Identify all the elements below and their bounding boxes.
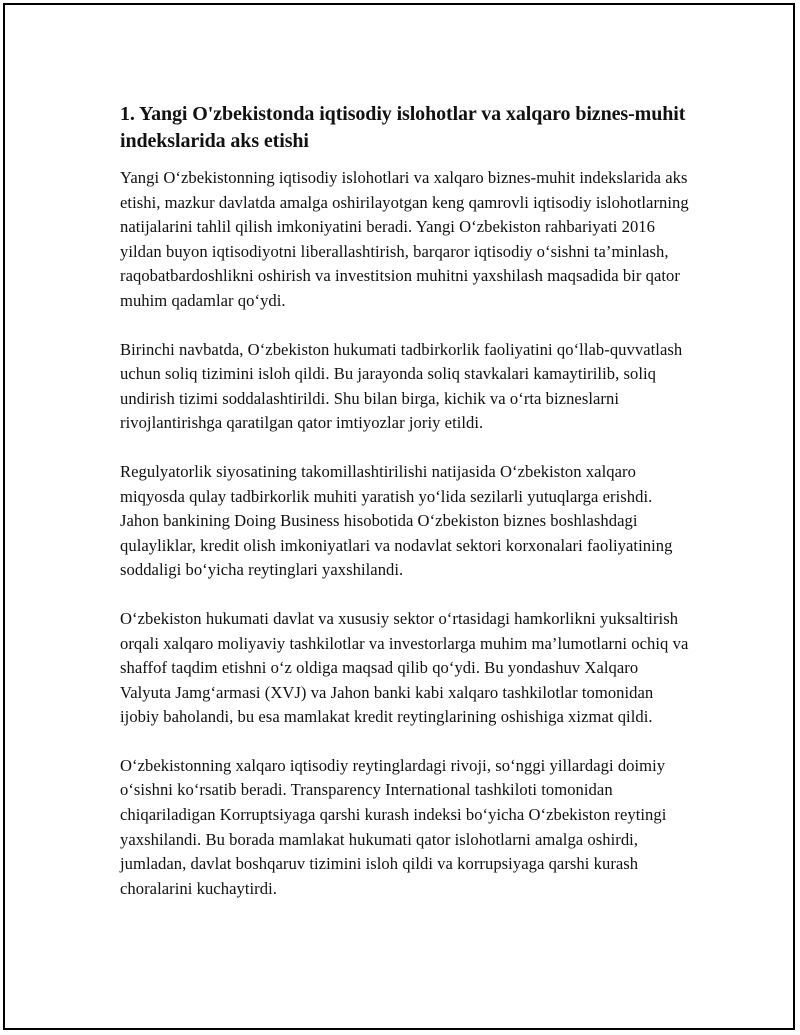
page-frame (3, 3, 795, 1030)
paragraph-5: O‘zbekistonning xalqaro iqtisodiy reytinglardagi rivoji, so‘nggi yillardagi doimiy o‘sishni ko‘rsatib beradi. Transparency International tashkiloti tomonidan chiqariladigan Korruptsiyaga qarshi kurash indeksi bo‘yicha O‘zbekiston reytingi yaxshilandi. Bu borada mamlakat hukumati qator islohotlarni amalga oshirdi, jumladan, davlat boshqaruv tizimini isloh qildi va korrupsiyaga qarshi kurash choralarini kuchaytirdi. (120, 755, 667, 898)
paragraph-2: Birinchi navbatda, O‘zbekiston hukumati tadbirkorlik faoliyatini qo‘llab-quvvatlash uchun soliq tizimini isloh qildi. Bu jarayonda soliq stavkalari kamaytirilib, soliq undirish tizimi soddalashtirildi. Shu bilan birga, kichik va o‘rta bizneslarni rivojlantirishga qaratilgan qator imtiyozlar joriy etildi. (120, 339, 683, 433)
document-body (120, 101, 692, 925)
section-heading: 1. Yangi O'zbekistonda iqtisodiy islohotlar va xalqaro biznes-muhit indekslarida aks etishi (120, 103, 686, 152)
paragraph-1: Yangi O‘zbekistonning iqtisodiy islohotlari va xalqaro biznes-muhit indekslarida aks etishi, mazkur davlatda amalga oshirilayotgan keng qamrovli iqtisodiy islohotlarning natijalarini tahlil qilish imkoniyatini beradi. Yangi O‘zbekiston rahbariyati 2016 yildan buyon iqtisodiyotni liberallashtirish, barqaror iqtisodiy o‘sishni ta’minlash, raqobatbardoshlikni oshirish va investitsion muhitni yaxshilash maqsadida bir qator muhim qadamlar qo‘ydi. (120, 168, 689, 310)
paragraph-3: Regulyatorlik siyosatining takomillashtirilishi natijasida O‘zbekiston xalqaro miqyosda qulay tadbirkorlik muhiti yaratish yo‘lida sezilarli yutuqlarga erishdi. Jahon bankining Doing Business hisobotida O‘zbekiston biznes boshlashdagi qulayliklar, kredit olish imkoniyatlari va nodavlat sektori korxonalari faoliyatining soddaligi bo‘yicha reytinglari yaxshilandi. (120, 461, 673, 580)
paragraph-4: O‘zbekiston hukumati davlat va xususiy sektor o‘rtasidagi hamkorlikni yuksaltirish orqali xalqaro moliyaviy tashkilotlar va investorlarga muhim ma’lumotlarni ochiq va shaffof taqdim etishni o‘z oldiga maqsad qilib qo‘ydi. Bu yondashuv Xalqaro Valyuta Jamg‘armasi (XVJ) va Jahon banki kabi xalqaro tashkilotlar tomonidan ijobiy baholandi, bu esa mamlakat kredit reytinglarining oshishiga xizmat qildi. (120, 608, 689, 727)
